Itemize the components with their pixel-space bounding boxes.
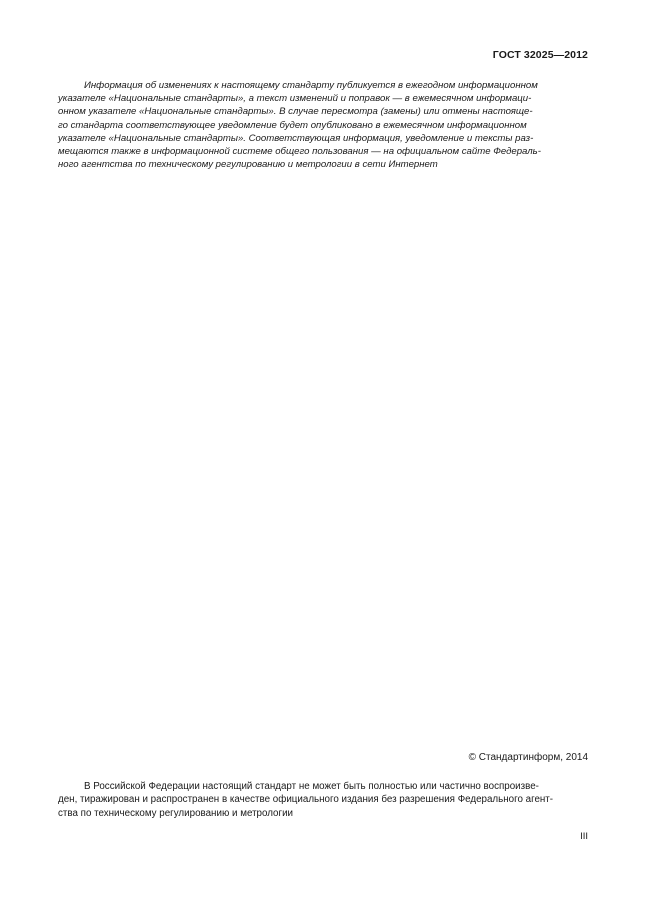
notice-line: В Российской Федерации настоящий стандарт не может быть полностью или частично воспроизве-: [84, 781, 539, 792]
info-line: Информация об изменениях к настоящему стандарту публикуется в ежегодном информационном: [84, 80, 538, 91]
info-line: го стандарта соответствующее уведомление будет опубликовано в ежемесячном информационном: [58, 119, 527, 131]
amendments-info-paragraph: [58, 79, 588, 171]
info-line: указателе «Национальные стандарты». Соответствующая информация, уведомление и тексты раз-: [58, 132, 534, 144]
info-line: указателе «Национальные стандарты», а текст изменений и поправок — в ежемесячном информаци-: [58, 93, 532, 105]
info-line: мещаются также в информационной системе общего пользования — на официальном сайте Федераль-: [58, 146, 541, 158]
notice-line: ден, тиражирован и распространен в качестве официального издания без разрешения Федерального агент-: [58, 794, 554, 806]
info-line: онном указателе «Национальные стандарты». В случае пересмотра (замены) или отмены настояще-: [58, 106, 533, 118]
copyright-notice: © Стандартинформ, 2014: [468, 752, 588, 763]
info-line: ного агентства по техническому регулированию и метрологии в сети Интернет: [58, 159, 438, 171]
page-number: III: [580, 831, 588, 842]
reproduction-notice-paragraph: [58, 780, 588, 820]
notice-line: ства по техническому регулированию и метрологии: [58, 807, 294, 819]
standard-code-header: ГОСТ 32025—2012: [492, 49, 588, 61]
